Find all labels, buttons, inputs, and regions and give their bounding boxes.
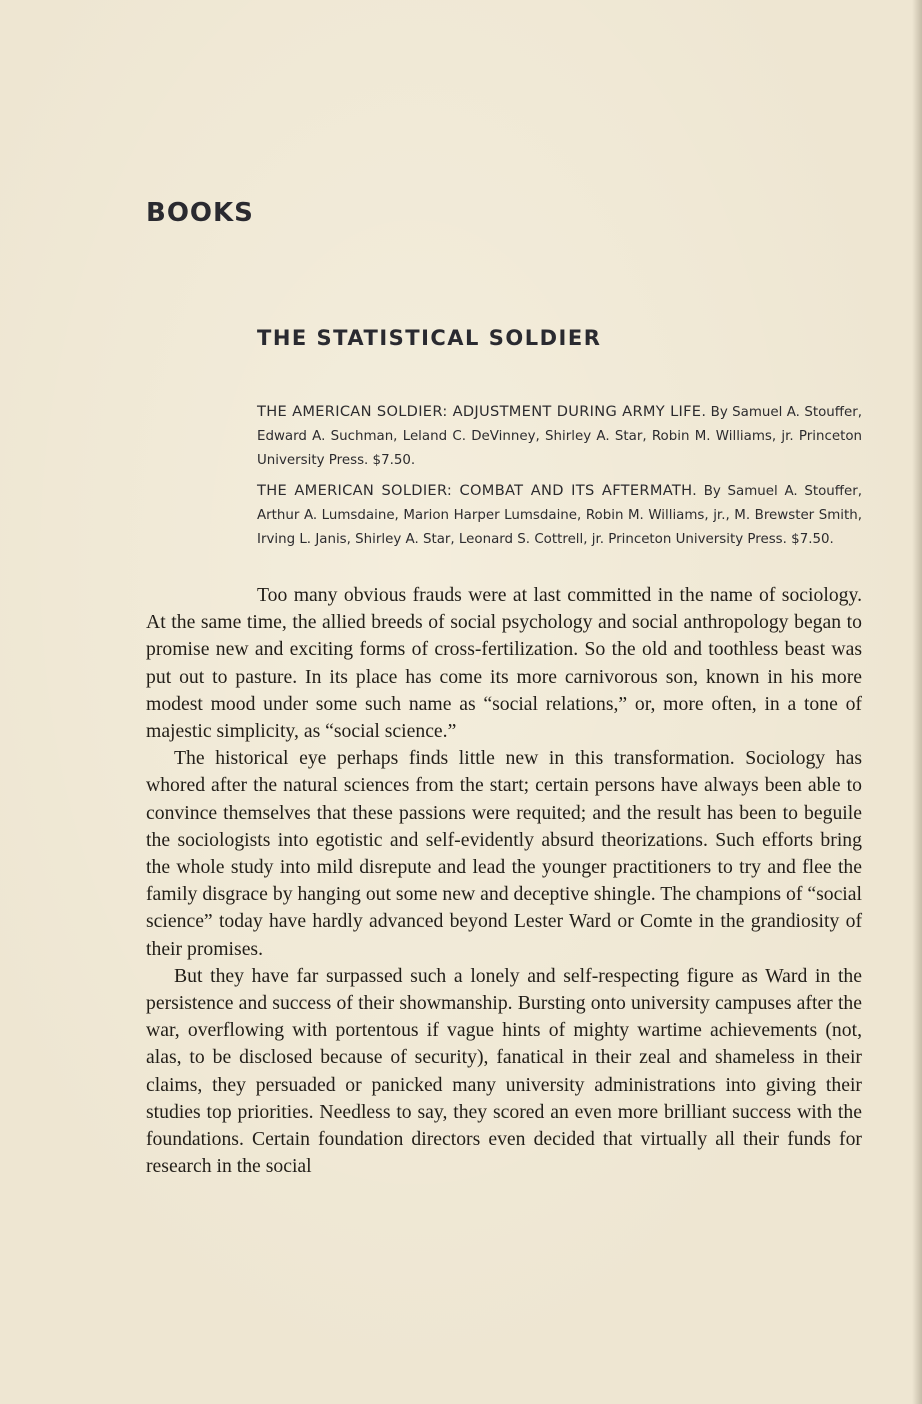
citation-1: [257, 400, 862, 473]
citation-1-details: By Samuel A. Stouffer, Edward A. Suchman, Leland C. DeVinney, Shirley A. Star, Robin M. Williams, jr. Princeton University Press. $7.50.: [257, 405, 862, 468]
citation-2-details: By Samuel A. Stouffer, Arthur A. Lumsdaine, Marion Harper Lumsdaine, Robin M. Williams, jr., M. Brewster Smith, Irving L. Janis, Shirley A. Star, Leonard S. Cottrell, jr. Princeton University Press. $7.50.: [257, 484, 862, 547]
paragraph-2: The historical eye perhaps finds little new in this transformation. Sociology has whored after the natural sciences from the start; certain persons have always been able to convince themselves that these passions were requited; and the result has been to beguile the sociologists into egotistic and self-evidently absurd theorizations. Such efforts bring the whole study into mild disrepute and lead the younger practitioners to try and flee the family disgrace by hanging out some new and deceptive shingle. The champions of “social science” today have hardly advanced beyond Lester Ward or Comte in the grandiosity of their promises.: [146, 747, 862, 960]
paragraph-3: But they have far surpassed such a lonely and self-respecting figure as Ward in the persistence and success of their showmanship. Bursting onto university campuses after the war, overflowing with portentous if vague hints of mighty wartime achievements (not, alas, to be disclosed because of security), fanatical in their zeal and shameless in their claims, they persuaded or panicked many university administrations into giving their studies top priorities. Needless to say, they scored an even more brilliant success with the foundations. Certain foundation directors even decided that virtually all their funds for research in the social: [146, 964, 862, 1178]
paragraph-1: Too many obvious frauds were at last committed in the name of sociology. At the same time, the allied breeds of social psychology and social anthropology began to promise new and exciting forms of cross-fertilization. So the old and toothless beast was put out to pasture. In its place has come its more carnivorous son, known in his more modest mood under some such name as “social relations,” or, more often, in a tone of majestic simplicity, as “social science.”: [146, 584, 862, 743]
citation-2: [257, 479, 862, 552]
book-citations: [257, 400, 862, 558]
section-label: BOOKS: [146, 198, 254, 228]
article-title: THE STATISTICAL SOLDIER: [257, 326, 602, 350]
citation-2-title: THE AMERICAN SOLDIER: COMBAT AND ITS AFTERMATH.: [257, 482, 698, 499]
article-body: [146, 582, 862, 1180]
page-edge-shadow: [912, 0, 922, 1404]
citation-1-title: THE AMERICAN SOLDIER: ADJUSTMENT DURING ARMY LIFE.: [257, 403, 707, 420]
